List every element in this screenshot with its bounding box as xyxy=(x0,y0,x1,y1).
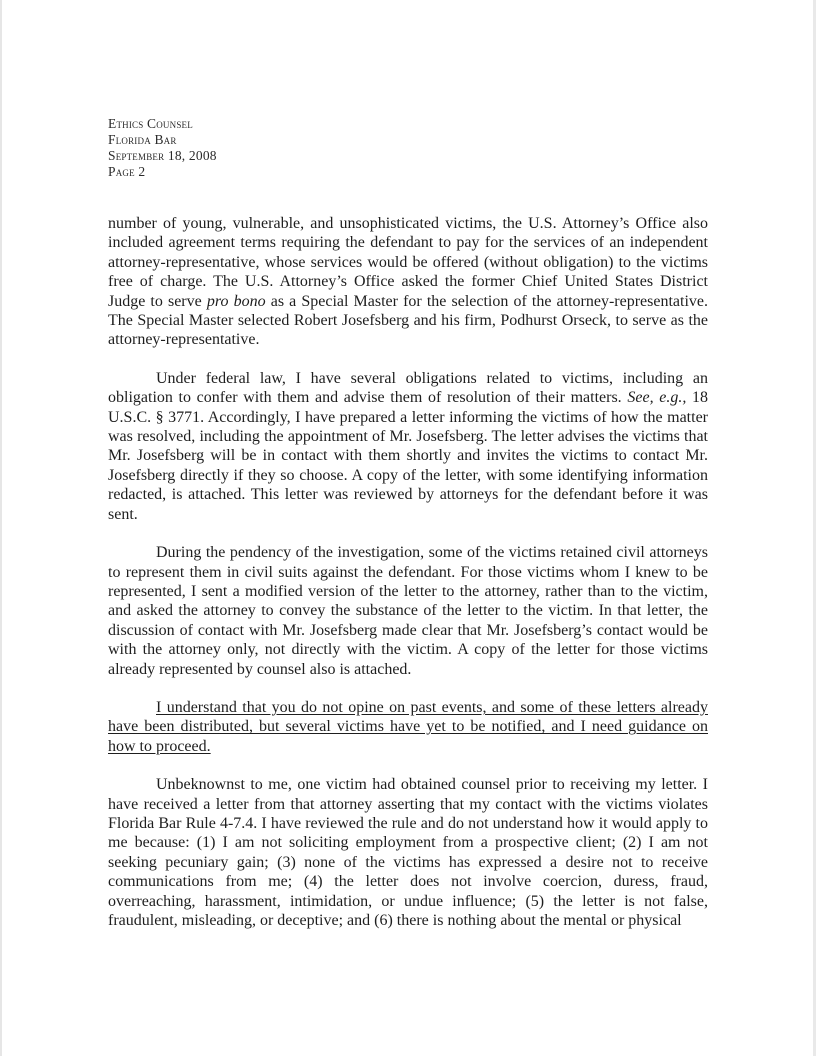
letter-header xyxy=(108,116,217,180)
header-date: September 18, 2008 xyxy=(108,148,217,163)
paragraph-2 xyxy=(108,369,708,524)
letter-body xyxy=(108,214,708,949)
header-organization: Florida Bar xyxy=(108,132,177,147)
paragraph-4-underlined xyxy=(108,698,708,756)
header-page-number: Page 2 xyxy=(108,164,146,179)
paragraph-1-tail: as a Special Master for the selection of the attorney-representative. The Special Master selected Robert Josefsberg and his firm, Podhurst Orseck, to serve as the attorney-representative. xyxy=(108,292,709,349)
header-recipient: Ethics Counsel xyxy=(108,116,193,131)
paragraph-2-citation-signal: See, e.g., xyxy=(627,389,687,407)
paragraph-1-emphasis: pro bono xyxy=(206,292,266,310)
paragraph-1 xyxy=(108,214,708,350)
paragraph-2-tail: 18 U.S.C. § 3771. Accordingly, I have prepared a letter informing the victims of how the matter was resolved, including the appointment of Mr. Josefsberg. The letter advises the victims that Mr. Josefsberg will be in contact with them shortly and invites the victims to contact Mr. Josefsberg directly if they so choose. A copy of the letter, with some identifying information redacted, is attached. This letter was reviewed by attorneys for the defendant before it was sent. xyxy=(108,389,709,523)
paragraph-5: Unbeknownst to me, one victim had obtained counsel prior to receiving my letter. I have received a letter from that attorney asserting that my contact with the victims violates Florida Bar Rule 4-7.4. I have reviewed the rule and do not understand how it would apply to me because: (1) I am not soliciting employment from a prospective client; (2) I am not seeking pecuniary gain; (3) none of the victims has expressed a desire not to receive communications from me; (4) the letter does not involve coercion, duress, fraud, overreaching, harassment, intimidation, or undue influence; (5) the letter is not false, fraudulent, misleading, or deceptive; and (6) there is nothing about the mental or physical xyxy=(108,776,708,929)
paragraph-4-text: I understand that you do not opine on past events, and some of these letters already have been distributed, but several victims have yet to be notified, and I need guidance on how to proceed. xyxy=(108,698,708,755)
paragraph-3: During the pendency of the investigation, some of the victims retained civil attorneys to represent them in civil suits against the defendant. For those victims whom I knew to be represented, I sent a modified version of the letter to the attorney, rather than to the victim, and asked the attorney to convey the substance of the letter to the victim. In that letter, the discussion of contact with Mr. Josefsberg made clear that Mr. Josefsberg’s contact would be with the attorney only, not directly with the victim. A copy of the letter for those victims already represented by counsel also is attached. xyxy=(108,544,708,678)
paragraph-1-text: number of young, vulnerable, and unsophisticated victims, the U.S. Attorney’s Office also included agreement terms requiring the defendant to pay for the services of an independent attorney-representative, whose services would be offered (without obligation) to the victims free of charge. The U.S. Attorney’s Office asked the former Chief United States District Judge to serve xyxy=(108,215,708,310)
paragraph-2-text: Under federal law, I have several obligations related to victims, including an obligation to confer with them and advise them of resolution of their matters. xyxy=(108,369,708,407)
scan-edge-left xyxy=(0,0,2,1056)
